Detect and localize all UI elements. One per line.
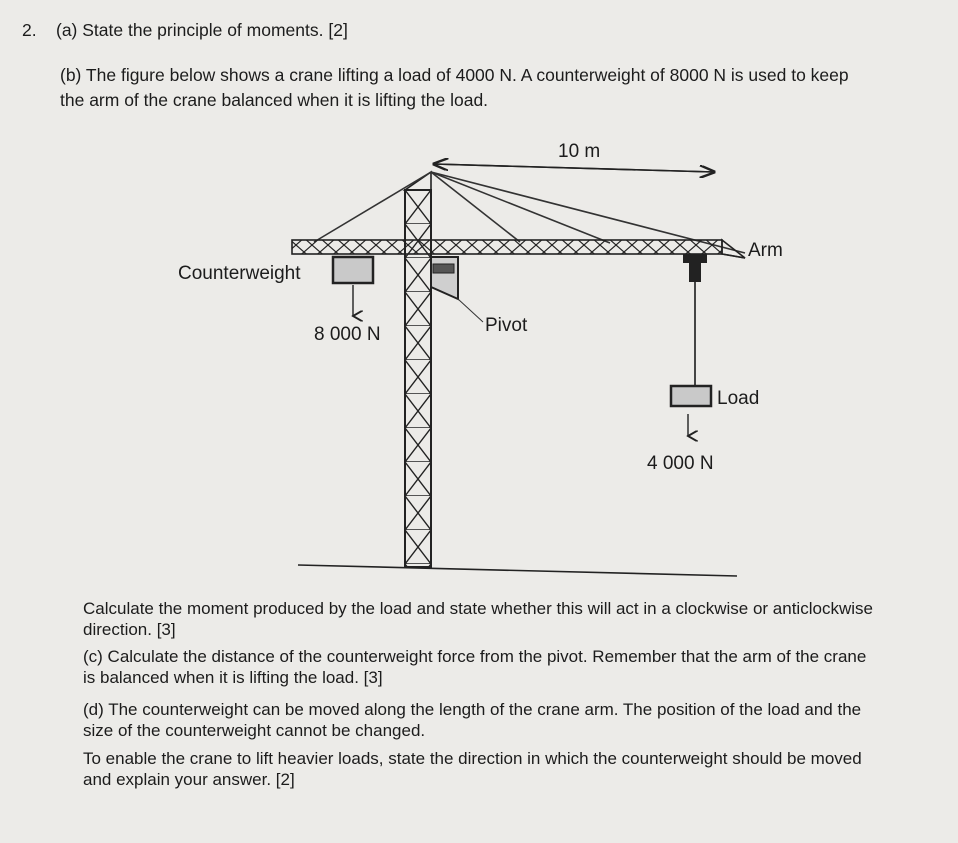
- part-d-line3: To enable the crane to lift heavier loads, state the direction in which the counterweight should be moved: [83, 749, 862, 768]
- part-c: [83, 646, 943, 689]
- load-force-label: 4 000 N: [647, 453, 714, 474]
- counterweight-label: Counterweight: [178, 263, 301, 284]
- question-number: 2.: [22, 20, 37, 40]
- part-c-line2: is balanced when it is lifting the load. [3]: [83, 668, 383, 688]
- operator-cab: [431, 257, 458, 299]
- part-a-text: (a) State the principle of moments. [2]: [56, 20, 348, 40]
- part-d: [83, 699, 943, 742]
- crane-tower: [405, 172, 431, 567]
- part-d-line1: (d) The counterweight can be moved along the length of the crane arm. The position of the load and the: [83, 700, 862, 719]
- part-d-line2: size of the counterweight cannot be changed.: [83, 721, 426, 741]
- pivot-pointer: [458, 299, 483, 322]
- counterweight-force-label: 8 000 N: [314, 324, 381, 345]
- arm-label: Arm: [748, 240, 783, 261]
- part-b-text-line2: the arm of the crane balanced when it is lifting the load.: [60, 90, 489, 110]
- length-arrow: [434, 164, 714, 172]
- part-d-line4: and explain your answer. [2]: [83, 770, 295, 790]
- pivot-label: Pivot: [485, 315, 528, 336]
- part-b-task: [83, 598, 943, 641]
- load-assembly: [671, 254, 711, 436]
- ground-line: [298, 565, 737, 576]
- part-c-line1: (c) Calculate the distance of the counterweight force from the pivot. Remember that the arm of the crane: [83, 647, 867, 666]
- length-label: 10 m: [558, 141, 601, 162]
- load-label: Load: [717, 388, 760, 409]
- counterweight-block: [333, 257, 373, 316]
- part-b-task-line2: direction. [3]: [83, 620, 176, 640]
- part-b-task-line1: Calculate the moment produced by the load and state whether this will act in a clockwise or anticlockwise: [83, 599, 873, 618]
- part-b-text-line1: (b) The figure below shows a crane lifting a load of 4000 N. A counterweight of 8000 N is used to keep: [60, 65, 849, 85]
- crane-arm: [292, 240, 745, 258]
- part-d-task: [83, 748, 943, 791]
